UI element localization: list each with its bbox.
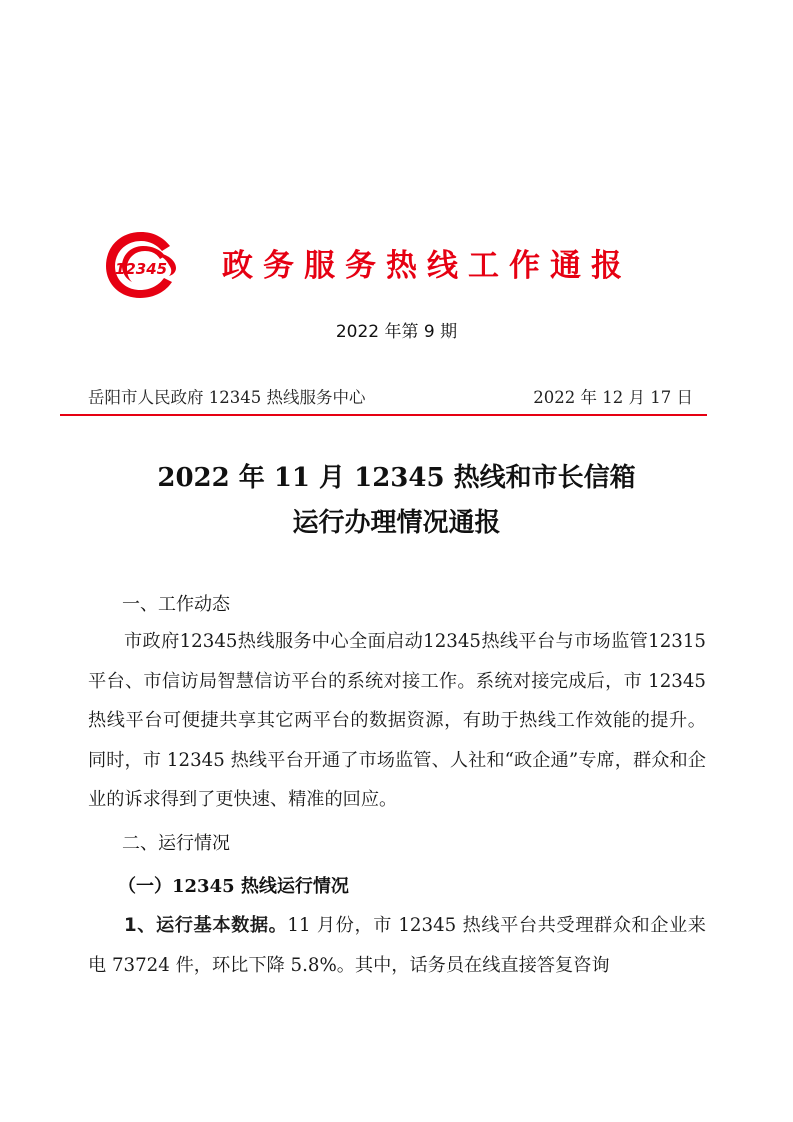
document-title-line-2: 运行办理情况通报 [292, 508, 501, 538]
red-divider [60, 414, 707, 416]
paragraph-basic-data [88, 906, 706, 985]
paragraph-lead: 1、运行基本数据。 [124, 915, 288, 936]
paragraph-text: 11 月份，市 12345 热线平台共受理群众和企业来电 73724 件，环比下降 5.8%。其中，话务员在线直接答复咨询 [88, 915, 706, 976]
section-heading-operations: 二、运行情况 [122, 833, 230, 854]
section-heading-work-updates: 一、工作动态 [122, 594, 230, 615]
issuer-row [88, 386, 693, 410]
section-paragraph-work-updates: 市政府12345热线服务中心全面启动12345热线平台与市场监管12315平台、市信访局智慧信访平台的系统对接工作。系统对接完成后，市 12345 热线平台可便捷共享其它两平台的数据资源，有助于热线工作效能的提升。同时，市 12345 热线平台开通了市场监管、人社和“政企通”专席，群众和企业的诉求得到了更快速、精准的回应。 [88, 631, 706, 810]
issue-date: 2022 年 12 月 17 日 [533, 388, 693, 407]
hotline-12345-logo [100, 228, 182, 302]
masthead-title: 政务服务热线工作通报 [222, 248, 632, 284]
document-title-line-1: 2022 年 11 月 12345 热线和市长信箱 [157, 463, 636, 493]
issue-number: 2022 年第 9 期 [335, 322, 458, 342]
logo-text: 12345 [114, 260, 168, 278]
subsection-heading-hotline-operations: （一）12345 热线运行情况 [118, 876, 349, 897]
issuer-name: 岳阳市人民政府 12345 热线服务中心 [88, 388, 366, 407]
